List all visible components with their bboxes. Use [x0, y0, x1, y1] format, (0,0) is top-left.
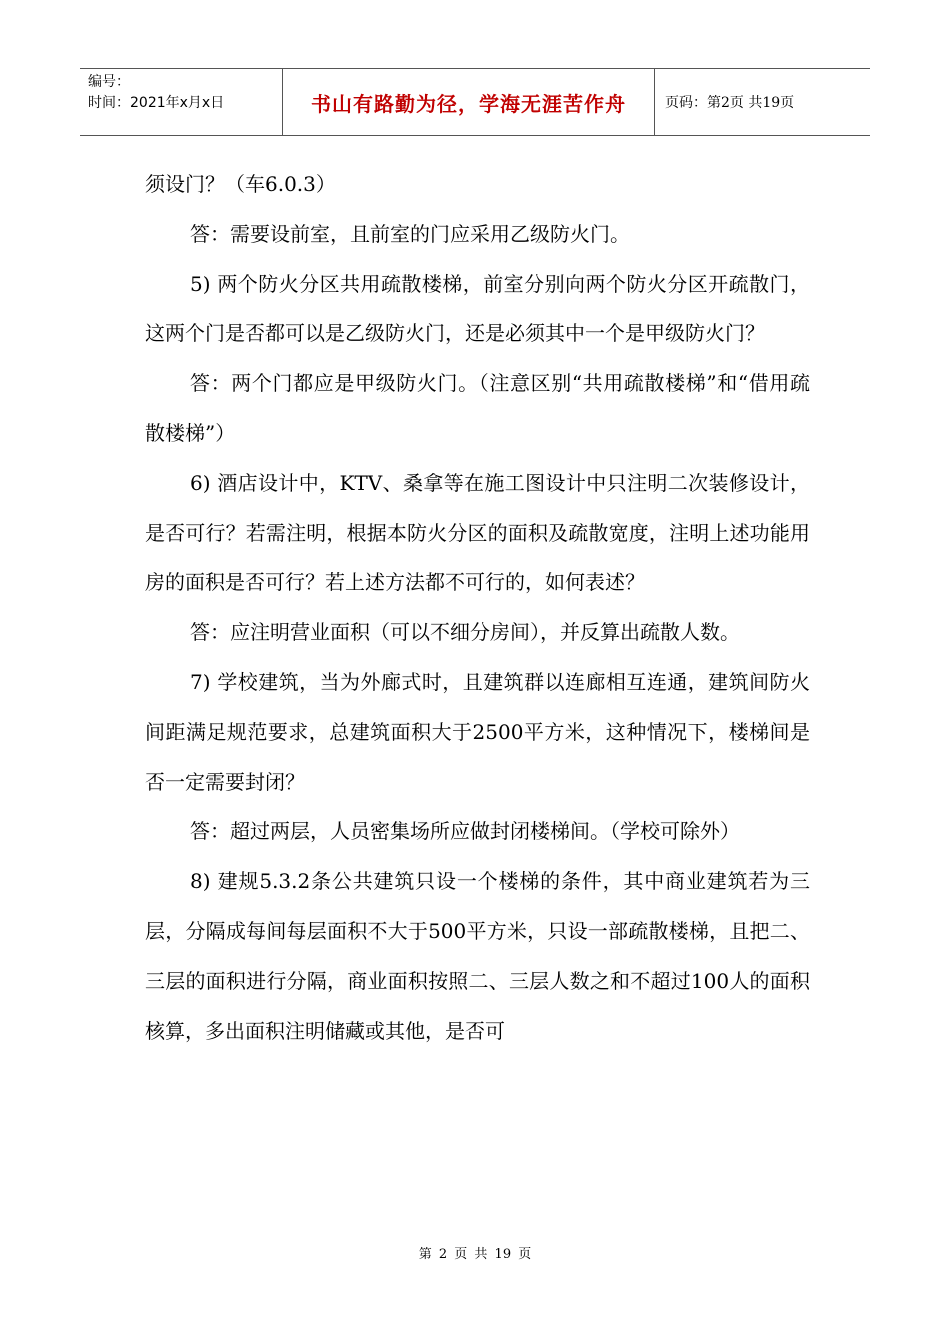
body-paragraph: 答：需要设前室，且前室的门应采用乙级防火门。 [190, 221, 630, 246]
footer-page-number: 第 2 页 共 19 页 [418, 1247, 532, 1262]
body-paragraph: 答：应注明营业面积（可以不细分房间），并反算出疏散人数。 [190, 620, 740, 645]
document-body [145, 160, 810, 1056]
page-header [80, 68, 870, 136]
header-info-cell [80, 69, 283, 135]
body-paragraph: 须设门？（车6.0.3） [145, 172, 336, 196]
body-paragraph: 答：超过两层，人员密集场所应做封闭楼梯间。（学校可除外） [190, 819, 740, 844]
header-page-cell [655, 69, 870, 135]
header-motto: 书山有路勤为径，学海无涯苦作舟 [311, 91, 626, 116]
page-footer [0, 1246, 950, 1264]
body-paragraph: 5) 两个防火分区共用疏散楼梯，前室分别向两个防火分区开疏散门，这两个门是否都可以是乙级防火门，还是必须其中一个是甲级防火门？ [145, 271, 810, 346]
document-code-label: 编号： [88, 74, 130, 90]
body-paragraph: 6) 酒店设计中，KTV、桑拿等在施工图设计中只注明二次装修设计，是否可行？若需注明，根据本防火分区的面积及疏散宽度，注明上述功能用房的面积是否可行？若上述方法都不可行的，如何表述？ [145, 470, 810, 595]
header-page-number: 页码：第2页 共19页 [665, 95, 795, 111]
body-paragraph: 答：两个门都应是甲级防火门。（注意区别“共用疏散楼梯”和“借用疏散楼梯”） [145, 371, 810, 445]
body-paragraph: 7) 学校建筑，当为外廊式时，且建筑群以连廊相互连通，建筑间防火间距满足规范要求，总建筑面积大于2500平方米，这种情况下，楼梯间是否一定需要封闭？ [145, 669, 810, 794]
body-paragraph: 8) 建规5.3.2条公共建筑只设一个楼梯的条件，其中商业建筑若为三层，分隔成每间每层面积不大于500平方米，只设一部疏散楼梯，且把二、三层的面积进行分隔，商业面积按照二、三层人数之和不超过100人的面积核算，多出面积注明储藏或其他，是否可 [145, 869, 810, 1043]
document-date-label: 时间：2021年x月x日 [88, 95, 225, 111]
header-motto-cell [283, 69, 655, 135]
